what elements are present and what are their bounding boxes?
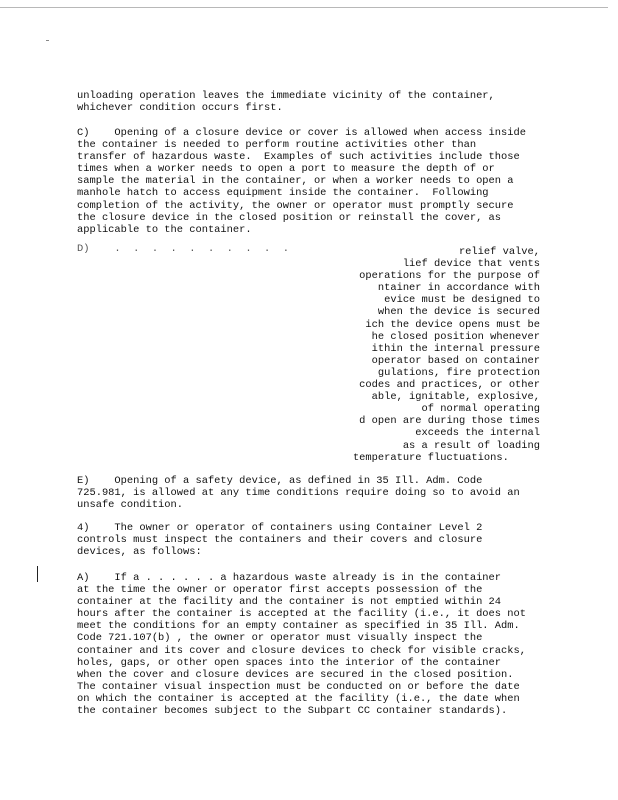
text-line: temperature fluctuations. <box>352 451 540 464</box>
text-line: able, ignitable, explosive, <box>371 391 540 404</box>
section-4-paragraph <box>77 522 547 558</box>
page-top-border <box>0 7 608 8</box>
text-line: lief device that vents <box>402 258 540 271</box>
text-line: C) Opening of a closure device or cover is allowed when access inside <box>77 127 526 139</box>
text-line: the container becomes subject to the Subpart CC container standards). <box>77 705 508 718</box>
text-line: meet the conditions for an empty container as specified in 35 Ill. Adm. <box>77 620 520 633</box>
text-line: manhole hatch to access equipment inside the container. Following <box>77 187 489 200</box>
text-line: at the time the owner or operator first accepts possession of the <box>77 584 483 597</box>
section-d-fragment <box>200 246 540 464</box>
text-line: container and its cover and closure devices to check for visible cracks, <box>77 644 526 657</box>
text-line: hours after the container is accepted at the facility (i.e., it does not <box>77 608 526 621</box>
scan-speck <box>46 40 49 41</box>
text-line: unsafe condition. <box>77 499 184 512</box>
text-line: operator based on container <box>371 354 540 367</box>
text-line: controls must inspect the containers and their covers and closure <box>77 534 483 547</box>
revision-margin-bar <box>37 566 38 582</box>
text-line: the closure device in the closed position or reinstall the cover, as <box>77 211 502 224</box>
text-line: 725.981, is allowed at any time conditions require doing so to avoid an <box>77 487 520 500</box>
text-line: operations for the purpose of <box>359 270 540 283</box>
text-line: Code 721.107(b) , the owner or operator must visually inspect the <box>77 632 483 645</box>
text-line: when the device is secured <box>371 306 540 319</box>
text-line: unloading operation leaves the immediate vicinity of the container, <box>77 90 495 102</box>
text-line: times when a worker needs to open a port to measure the depth of or <box>77 163 495 176</box>
text-line: on which the container is accepted at the facility (i.e., the date when <box>77 692 520 705</box>
text-line: A) If a . . . . . . a hazardous waste already is in the container <box>77 572 502 584</box>
text-line: applicable to the container. <box>77 223 252 236</box>
text-line: whichever condition occurs first. <box>77 102 283 115</box>
text-line: ich the device opens must be <box>365 318 540 331</box>
section-a-paragraph <box>77 572 547 717</box>
text-line: E) Opening of a safety device, as defined in 35 Ill. Adm. Code <box>77 475 483 487</box>
text-line: The container visual inspection must be conducted on or before the date <box>77 680 520 693</box>
text-line: ntainer in accordance with <box>377 282 540 295</box>
section-e-paragraph <box>77 475 547 511</box>
text-line: ithin the internal pressure <box>371 342 540 355</box>
text-line: sample the material in the container, or when a worker needs to open a <box>77 175 514 188</box>
text-line: transfer of hazardous waste. Examples of such activities include those <box>77 151 520 164</box>
text-line: container at the facility and the container is not emptied within 24 <box>77 596 502 609</box>
text-line: 4) The owner or operator of containers using Container Level 2 <box>77 522 483 534</box>
section-d-heading: D) . . . . . . . . . . <box>77 243 290 255</box>
text-line: gulations, fire protection <box>377 366 540 379</box>
text-line: he closed position whenever <box>371 330 540 343</box>
text-line: of normal operating <box>415 403 540 416</box>
text-line: exceeds the internal <box>409 427 540 440</box>
intro-paragraph <box>77 90 547 114</box>
text-line: devices, as follows: <box>77 546 202 559</box>
section-c-paragraph <box>77 127 547 236</box>
text-line: when the cover and closure devices are secured in the closed position. <box>77 668 514 681</box>
text-line: evice must be designed to <box>384 294 540 307</box>
text-line: the container is needed to perform routine activities other than <box>77 139 477 152</box>
text-line: relief valve, <box>458 246 540 258</box>
text-line: as a result of loading <box>402 439 540 452</box>
text-line: codes and practices, or other <box>359 379 540 392</box>
text-line: holes, gaps, or other open spaces into the interior of the container <box>77 656 502 669</box>
text-line: completion of the activity, the owner or operator must promptly secure <box>77 199 514 212</box>
text-line: d open are during those times <box>359 415 540 428</box>
